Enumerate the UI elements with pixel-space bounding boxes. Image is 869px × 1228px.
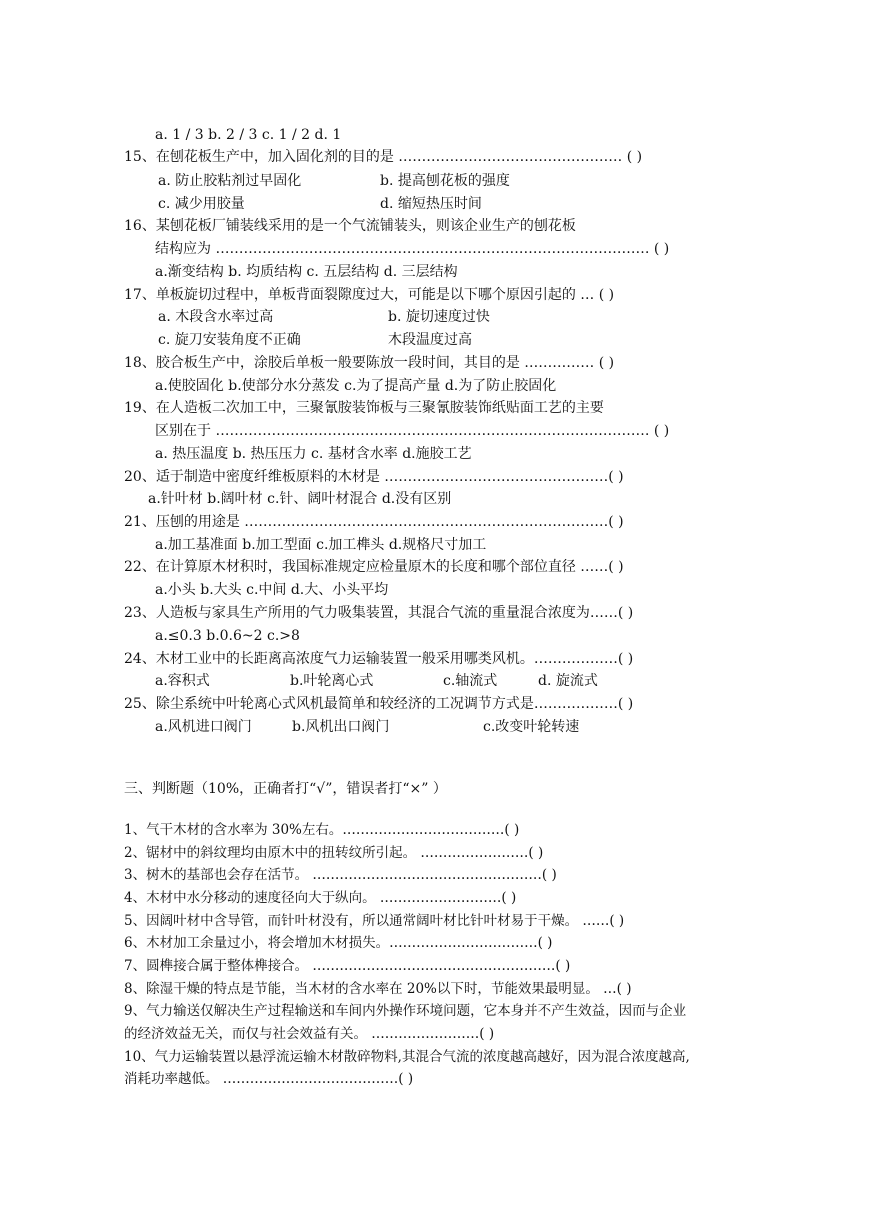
q18-options: a.使胶固化 b.使部分水分蒸发 c.为了提高产量 d.为了防止胶固化 (155, 378, 557, 394)
q20-question: 20、适于制造中密度纤维板原料的木材是 …………………………………………( ) (124, 469, 624, 485)
tf-item-10-cont: 消耗功率越低。 …………………………………( ) (124, 1071, 414, 1087)
tf-item-2: 2、锯材中的斜纹理均由原木中的扭转纹所引起。 ……………………( ) (124, 845, 544, 861)
tf-item-6: 6、木材加工余量过小，将会增加木材损失。……………………………( ) (124, 935, 553, 951)
q23-options: a.≤0.3 b.0.6~2 c.>8 (155, 628, 300, 644)
tf-item-9-cont: 的经济效益无关，而仅与社会效益有关。 ……………………( ) (124, 1026, 495, 1042)
q25-option-c: c.改变叶轮转速 (483, 719, 580, 735)
tf-item-1: 1、气干木材的含水率为 30%左右。………………………………( ) (124, 822, 520, 838)
q22-options: a.小头 b.大头 c.中间 d.大、小头平均 (155, 582, 389, 598)
q14-options: a. 1 / 3 b. 2 / 3 c. 1 / 2 d. 1 (155, 127, 342, 143)
tf-item-7: 7、圆榫接合属于整体榫接合。 ………………………………………………( ) (124, 958, 571, 974)
q17-option-a: a. 木段含水率过高 (158, 309, 274, 325)
q15-option-c: c. 减少用胶量 (158, 196, 245, 212)
q25-option-b: b.风机出口阀门 (292, 719, 390, 735)
q15-question: 15、在刨花板生产中，加入固化剂的目的是 ………………………………………… ( ) (124, 149, 643, 165)
q15-option-d: d. 缩短热压时间 (380, 196, 482, 212)
q24-option-d: d. 旋流式 (538, 673, 598, 689)
q19-question: 19、在人造板二次加工中，三聚氰胺装饰板与三聚氰胺装饰纸贴面工艺的主要 (124, 400, 604, 416)
q15-option-a: a. 防止胶粘剂过早固化 (158, 173, 302, 189)
q21-options: a.加工基准面 b.加工型面 c.加工榫头 d.规格尺寸加工 (155, 537, 487, 553)
q21-question: 21、压刨的用途是 ……………………………………………………………………( ) (124, 514, 624, 530)
q16-question: 16、某刨花板厂铺装线采用的是一个气流铺装头，则该企业生产的刨花板 (124, 218, 576, 234)
tf-item-8: 8、除湿干燥的特点是节能，当木材的含水率在 20%以下时，节能效果最明显。 …( ) (124, 981, 632, 997)
q24-option-c: c.轴流式 (443, 673, 498, 689)
section-heading: 三、判断题（10%，正确者打“√”，错误者打“×” ） (124, 781, 447, 797)
q22-question: 22、在计算原木材积时，我国标准规定应检量原木的长度和哪个部位直径 ……( ) (124, 559, 624, 575)
tf-item-5: 5、因阔叶材中含导管，而针叶材没有，所以通常阔叶材比针叶材易于干燥。 ……( ) (124, 913, 625, 929)
q20-options: a.针叶材 b.阔叶材 c.针、阔叶材混合 d.没有区别 (148, 491, 452, 507)
q19-question-cont: 区别在于 ………………………………………………………………………………… ( ) (155, 423, 670, 439)
q17-option-c: c. 旋刀安装角度不正确 (158, 332, 301, 348)
q17-question: 17、单板旋切过程中，单板背面裂隙度过大，可能是以下哪个原因引起的 … ( ) (124, 287, 615, 303)
tf-item-3: 3、树木的基部也会存在活节。 ……………………………………………( ) (124, 867, 557, 883)
q25-question: 25、除尘系统中叶轮离心式风机最简单和较经济的工况调节方式是………………( ) (124, 696, 634, 712)
q16-options: a.渐变结构 b. 均质结构 c. 五层结构 d. 三层结构 (155, 264, 458, 280)
q17-option-d: 木段温度过高 (388, 332, 472, 348)
tf-item-4: 4、木材中水分移动的速度径向大于纵向。 ………………………( ) (124, 890, 517, 906)
q19-options: a. 热压温度 b. 热压压力 c. 基材含水率 d.施胶工艺 (155, 446, 472, 462)
tf-item-10: 10、气力运输装置以悬浮流运输木材散碎物料,其混合气流的浓度越高越好，因为混合浓度越高, (124, 1049, 690, 1065)
tf-item-9: 9、气力输送仅解决生产过程输送和车间内外操作环境问题，它本身并不产生效益，因而与企业 (124, 1003, 687, 1019)
q16-question-cont: 结构应为 ………………………………………………………………………………… ( ) (155, 241, 670, 257)
q25-option-a: a.风机进口阀门 (155, 719, 252, 735)
q18-question: 18、胶合板生产中，涂胶后单板一般要陈放一段时间，其目的是 …………… ( ) (124, 355, 615, 371)
q24-question: 24、木材工业中的长距离高浓度气力运输装置一般采用哪类风机。………………( ) (124, 651, 634, 667)
q24-option-a: a.容积式 (155, 673, 210, 689)
q15-option-b: b. 提高刨花板的强度 (380, 173, 510, 189)
q24-option-b: b.叶轮离心式 (290, 673, 374, 689)
q23-question: 23、人造板与家具生产所用的气力吸集装置，其混合气流的重量混合浓度为……( ) (124, 605, 634, 621)
q17-option-b: b. 旋切速度过快 (388, 309, 490, 325)
